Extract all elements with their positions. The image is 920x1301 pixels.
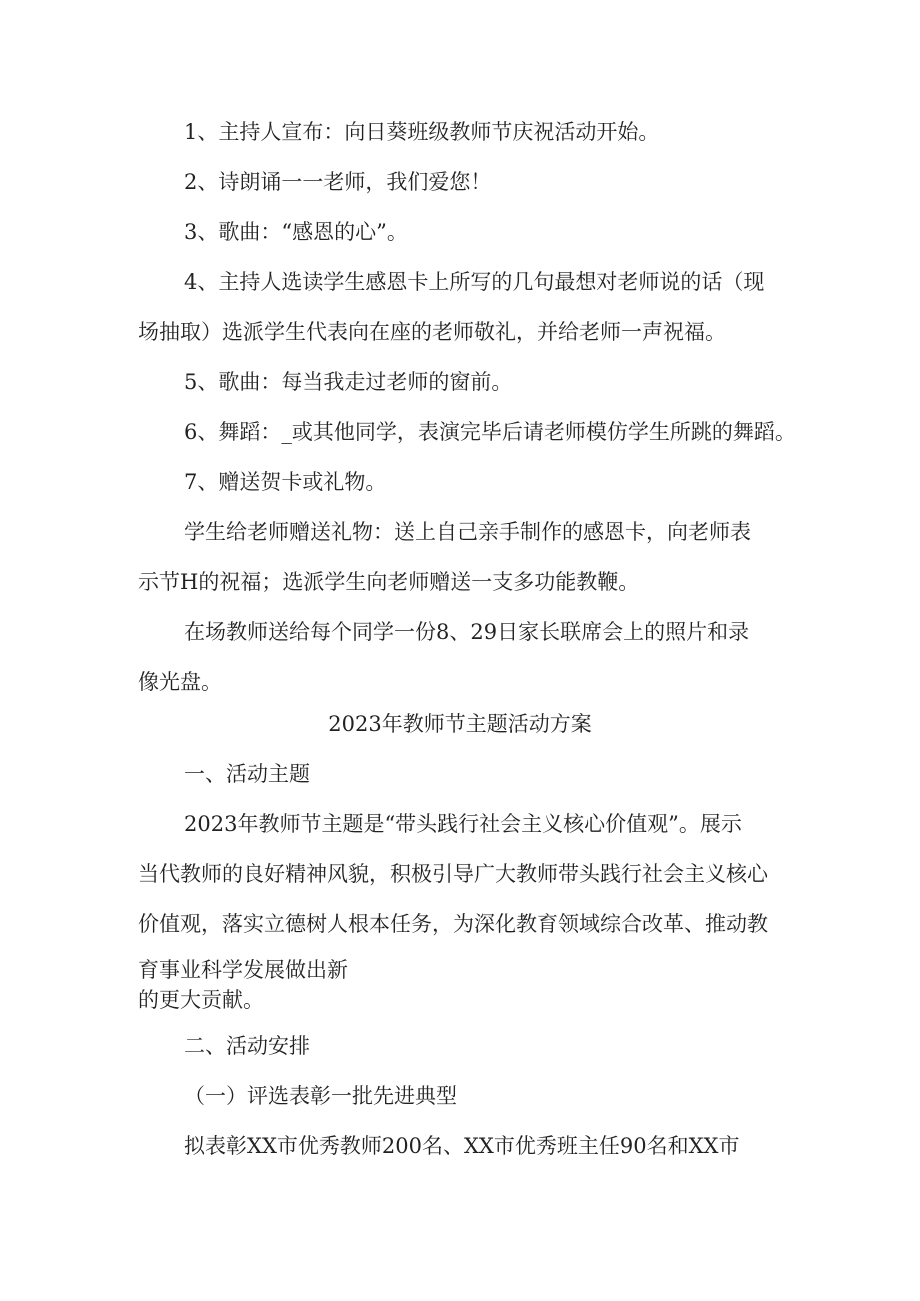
program-item-2: 2、诗朗诵一一老师，我们爱您！ [184,170,492,194]
theme-paragraph-line-3: 价值观，落实立德树人根本任务，为深化教育领域综合改革、推动教 [138,912,768,936]
heading-activity-theme: 一、活动主题 [184,762,310,786]
program-item-4-continued: 场抽取）选派学生代表向在座的老师敬礼，并给老师一声祝福。 [138,320,726,344]
program-item-5: 5、歌曲：每当我走过老师的窗前。 [184,370,513,394]
commendation-paragraph: 拟表彰XX市优秀教师200名、XX市优秀班主任90名和XX市 [184,1134,740,1158]
program-item-7: 7、赠送贺卡或礼物。 [184,470,387,494]
program-item-6: 6、舞蹈：_或其他同学，表演完毕后请老师模仿学生所跳的舞蹈。 [184,420,796,444]
gift-paragraph: 学生给老师赠送礼物：送上自己亲手制作的感恩卡，向老师表 [184,520,751,544]
program-item-3: 3、歌曲：“感恩的心”。 [184,220,408,244]
heading-activity-arrangement: 二、活动安排 [184,1034,310,1058]
program-item-4: 4、主持人选读学生感恩卡上所写的几句最想对老师说的话（现 [184,270,765,294]
theme-paragraph-line-4: 育事业科学发展做出新 [138,958,348,982]
program-item-1: 1、主持人宣布：向日葵班级教师节庆祝活动开始。 [184,120,660,144]
section-title: 2023年教师节主题活动方案 [328,712,592,736]
photo-paragraph-continued: 像光盘。 [138,670,222,694]
gift-paragraph-continued: 示节H的祝福；选派学生向老师赠送一支多功能教鞭。 [138,570,640,594]
theme-paragraph: 2023年教师节主题是“带头践行社会主义核心价值观”。展示 [184,812,742,836]
theme-paragraph-line-2: 当代教师的良好精神风貌，积极引导广大教师带头践行社会主义核心 [138,862,768,886]
photo-paragraph: 在场教师送给每个同学一份8、29日家长联席会上的照片和录 [184,620,750,644]
theme-paragraph-line-5: 的更大贡献。 [138,988,264,1012]
subheading-commendation: （一）评选表彰一批先进典型 [184,1084,457,1108]
